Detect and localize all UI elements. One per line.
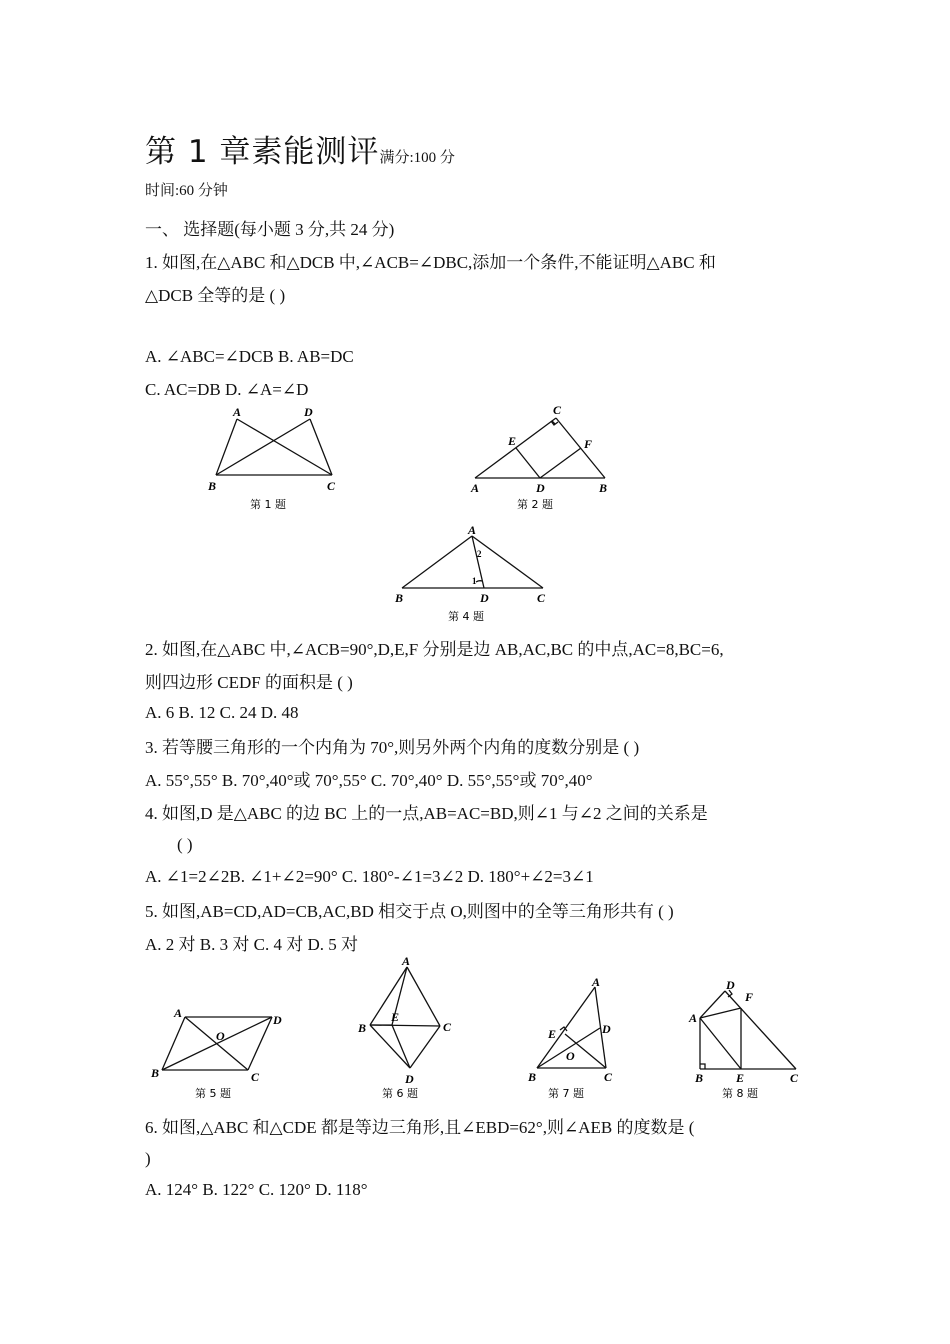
fig1-label: B (208, 479, 217, 493)
fig7-label: B (528, 1070, 537, 1084)
fig6-label: B (358, 1021, 367, 1035)
q5-text-line1: 5. 如图,AB=CD,AD=CB,AC,BD 相交于点 O,则图中的全等三角形共有 ( ) (145, 902, 674, 921)
fig4-label: C (537, 591, 546, 605)
q4-options: A. ∠1=2∠2B. ∠1+∠2=90° C. 180°-∠1=3∠2 D. 180°+∠2=3∠1 (145, 867, 594, 886)
fig5-label: C (251, 1070, 260, 1084)
fig1-label: D (304, 405, 313, 419)
fig7-label: O (566, 1049, 575, 1063)
fig1-caption: 第 1 题 (250, 498, 286, 511)
fig8-caption: 第 8 题 (722, 1087, 758, 1100)
q1-options-ab: A. ∠ABC=∠DCB B. AB=DC (145, 347, 354, 366)
fig4-caption: 第 4 题 (448, 610, 484, 623)
fig4-label: B (395, 591, 404, 605)
fig2-label: D (536, 481, 545, 495)
chapter-title: 第 1 章素能测评 (145, 134, 380, 170)
q6-text-line1: 6. 如图,△ABC 和△CDE 都是等边三角形,且∠EBD=62°,则∠AEB 的度数是 ( (145, 1118, 695, 1137)
q6-options: A. 124° B. 122° C. 120° D. 118° (145, 1180, 368, 1199)
fig2-label: A (471, 481, 480, 495)
figure-4 (390, 524, 555, 626)
fig8-label: E (736, 1071, 745, 1085)
fig5-label: B (151, 1066, 160, 1080)
fig8-label: B (695, 1071, 704, 1085)
figure-8 (685, 975, 810, 1103)
q2-text-line1: 2. 如图,在△ABC 中,∠ACB=90°,D,E,F 分别是边 AB,AC,BC 的中点,AC=8,BC=6, (145, 640, 724, 659)
fig2-label: B (599, 481, 608, 495)
fig2-caption: 第 2 题 (517, 498, 553, 511)
fig8-label: D (726, 978, 735, 992)
fig1-label: C (327, 479, 336, 493)
fig4-label: 1 (472, 576, 477, 586)
fig5-label: O (216, 1029, 225, 1043)
fig6-label: C (443, 1020, 452, 1034)
fig2-label: C (553, 403, 562, 417)
fig7-label: A (592, 975, 601, 989)
figure-5 (145, 1003, 295, 1103)
fig7-label: C (604, 1070, 613, 1084)
q4-text-line1: 4. 如图,D 是△ABC 的边 BC 上的一点,AB=AC=BD,则∠1 与∠2 之间的关系是 (145, 804, 708, 823)
fig5-label: D (273, 1013, 282, 1027)
fig1-label: A (233, 405, 242, 419)
fig4-label: A (468, 524, 477, 537)
page-title (145, 126, 455, 171)
figure-2 (465, 402, 615, 514)
q3-text-line1: 3. 若等腰三角形的一个内角为 70°,则另外两个内角的度数分别是 ( ) (145, 738, 640, 757)
q5-options: A. 2 对 B. 3 对 C. 4 对 D. 5 对 (145, 935, 358, 954)
time-limit: 时间:60 分钟 (145, 183, 228, 199)
q4-text-line2: ( ) (177, 835, 193, 854)
fig7-caption: 第 7 题 (548, 1087, 584, 1100)
fig6-caption: 第 6 题 (382, 1087, 418, 1100)
q1-text-line2: △DCB 全等的是 ( ) (145, 286, 286, 305)
fig4-label: 2 (477, 549, 482, 559)
figure-7 (520, 970, 630, 1103)
q2-text-line2: 则四边形 CEDF 的面积是 ( ) (145, 673, 353, 692)
fig7-label: D (602, 1022, 611, 1036)
fig2-label: E (508, 434, 517, 448)
figure-6 (350, 953, 460, 1103)
fig6-label: E (391, 1010, 400, 1024)
q1-options-cd: C. AC=DB D. ∠A=∠D (145, 380, 309, 399)
fig2-label: F (584, 437, 593, 451)
fig5-caption: 第 5 题 (195, 1087, 231, 1100)
full-score: 满分:100 分 (379, 150, 455, 166)
section-heading: 一、 选择题(每小题 3 分,共 24 分) (145, 220, 395, 239)
q2-options: A. 6 B. 12 C. 24 D. 48 (145, 703, 299, 722)
fig7-label: E (548, 1027, 557, 1041)
figure-1 (200, 402, 350, 514)
q1-text-line1: 1. 如图,在△ABC 和△DCB 中,∠ACB=∠DBC,添加一个条件,不能证明△ABC 和 (145, 253, 716, 272)
fig8-label: A (689, 1011, 698, 1025)
q3-options: A. 55°,55° B. 70°,40°或 70°,55° C. 70°,40° D. 55°,55°或 70°,40° (145, 771, 593, 790)
fig5-label: A (174, 1006, 183, 1020)
fig6-label: D (405, 1072, 414, 1086)
fig6-label: A (402, 954, 411, 968)
fig4-label: D (480, 591, 489, 605)
fig8-label: F (745, 990, 754, 1004)
fig8-label: C (790, 1071, 799, 1085)
q6-text-line2: ) (145, 1149, 151, 1168)
